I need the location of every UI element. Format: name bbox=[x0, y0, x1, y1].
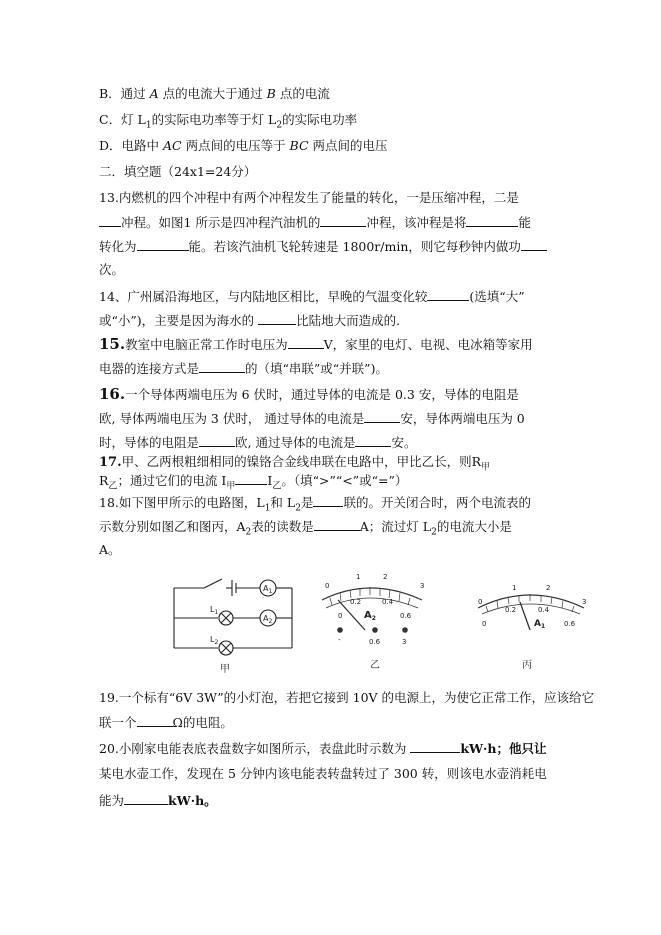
figure-label-jia: 甲 bbox=[220, 664, 230, 675]
question-20-line2: 某电水壶工作，发现在 5 分钟内该电能表转盘转过了 300 转，则该电水壶消耗电 bbox=[99, 766, 547, 781]
svg-text:0.2: 0.2 bbox=[505, 606, 517, 614]
question-15-line2: 电器的连接方式是 的（填“串联”或“并联”)。 bbox=[99, 361, 388, 376]
answer-blank[interactable] bbox=[288, 336, 324, 349]
svg-text:A1: $A_1$ bbox=[534, 619, 546, 630]
question-13-line4: 次。 bbox=[99, 262, 125, 277]
svg-text:A1: $A_1$ bbox=[263, 584, 273, 595]
question-20: 20.小刚家电能表底表盘数字如图所示，表盘此时示数为 kW·h；他只让 bbox=[99, 741, 547, 756]
answer-blank[interactable] bbox=[521, 238, 547, 251]
svg-text:3: 3 bbox=[420, 582, 425, 590]
option-d: D．电路中 AC 两点间的电压等于 BC 两点间的电压 bbox=[99, 138, 388, 153]
section-title: 二．填空题（24x1=24分） bbox=[99, 164, 257, 179]
question-20-line3: 能为 kW·h。 bbox=[99, 793, 217, 808]
svg-text:A2: $A_2$ bbox=[364, 610, 376, 622]
answer-blank[interactable] bbox=[427, 288, 469, 301]
question-16: 16.一个导体两端电压为 6 伏时，通过导体的电流是 0.3 安，导体的电阻是 bbox=[99, 385, 519, 403]
question-16-line2: 欧, 导体两端电压为 3 伏时， 通过导体的电流是 安，导体两端电压为 0 bbox=[99, 411, 525, 426]
question-19: 19.一个标有“6V 3W”的小灯泡，若把它接到 10V 的电源上，为使它正常工作，应该给它 bbox=[99, 690, 595, 705]
needle bbox=[520, 602, 530, 630]
svg-text:1: 1 bbox=[512, 584, 517, 592]
svg-text:0: 0 bbox=[338, 612, 343, 620]
question-14: 14、广州属沿海地区，与内陆地区相比，早晚的气温变化较 (选填“大” bbox=[99, 289, 525, 304]
answer-blank[interactable] bbox=[137, 238, 189, 251]
svg-text:2: 2 bbox=[546, 584, 551, 592]
circuit-diagram bbox=[174, 579, 292, 655]
svg-text:3: 3 bbox=[582, 598, 587, 606]
question-16-line3: 时，导体的电阻是 欧, 通过导体的电流是 安。 bbox=[99, 435, 417, 450]
question-13-line3: 转化为 能。若该汽油机飞轮转速是 1800r/min，则它每秒钟内做功 bbox=[99, 238, 547, 255]
svg-text:L1: $L_1$ bbox=[210, 605, 219, 616]
answer-blank[interactable] bbox=[364, 410, 400, 423]
figure-label-bing: 丙 bbox=[522, 660, 532, 671]
svg-text:1: 1 bbox=[356, 573, 361, 581]
question-13: 13.内燃机的四个冲程中有两个冲程发生了能量的转化，一是压缩冲程，二是 bbox=[99, 190, 519, 205]
terminal bbox=[403, 628, 408, 633]
answer-blank[interactable] bbox=[99, 214, 121, 227]
answer-blank[interactable] bbox=[124, 792, 168, 805]
question-14-line2: 或“小”)，主要是因为海水的 比陆地大而造成的. bbox=[99, 313, 401, 328]
svg-text:0: 0 bbox=[482, 620, 487, 628]
answer-blank[interactable] bbox=[314, 518, 360, 531]
figure-label-yi: 乙 bbox=[370, 660, 380, 671]
answer-blank[interactable] bbox=[355, 434, 391, 447]
answer-blank[interactable] bbox=[258, 312, 296, 325]
question-17: 17.甲、乙两根粗细相同的镍铬合金线串联在电路中，甲比乙长，则$R_甲$ bbox=[99, 454, 491, 473]
question-13-line2: 冲程。如图1 所示是四冲程汽油机的 冲程，该冲程是将 能 bbox=[99, 214, 531, 231]
svg-text:0.6: 0.6 bbox=[369, 638, 381, 646]
svg-text:0.4: 0.4 bbox=[382, 598, 394, 606]
svg-text:0.6: 0.6 bbox=[400, 612, 412, 620]
svg-text:2: 2 bbox=[383, 573, 388, 581]
answer-blank[interactable] bbox=[313, 494, 343, 507]
answer-blank[interactable] bbox=[199, 434, 235, 447]
question-18-line3: A。 bbox=[99, 542, 121, 557]
question-19-line2: 联一个 Ω的电阻。 bbox=[99, 715, 233, 730]
question-18: 18.如下图甲所示的电路图，$L_1$和 $L_2$是 联的。开关闭合时，两个电流表的 bbox=[99, 495, 531, 514]
svg-text:0.2: 0.2 bbox=[350, 598, 362, 606]
svg-text:0: 0 bbox=[325, 582, 330, 590]
option-c: C．灯 $L_1$的实际电功率等于灯 $L_2$的实际电功率 bbox=[99, 112, 358, 131]
answer-blank[interactable] bbox=[199, 360, 245, 373]
switch-lever bbox=[204, 579, 222, 588]
question-18-line2: 示数分别如图乙和图丙，$A_2$表的读数是 A；流过灯 $L_2$的电流大小是 bbox=[99, 519, 512, 538]
option-b: B．通过 A 点的电流大于通过 B 点的电流 bbox=[99, 86, 330, 101]
terminal bbox=[338, 628, 343, 633]
ammeter-yi bbox=[322, 587, 422, 632]
svg-text:3: 3 bbox=[402, 638, 407, 646]
svg-text:-: - bbox=[338, 636, 341, 644]
figure-circuit-and-meters bbox=[160, 568, 610, 676]
svg-text:L2: $L_2$ bbox=[210, 635, 219, 646]
terminal bbox=[373, 628, 378, 633]
answer-blank[interactable] bbox=[137, 714, 173, 727]
svg-text:0.4: 0.4 bbox=[538, 606, 550, 614]
svg-text:0: 0 bbox=[478, 598, 483, 606]
question-17-line2: $R_乙$；通过它们的电流 $I_甲$ $I_乙$。（填“>”“<”或“=”） bbox=[99, 473, 408, 492]
answer-blank[interactable] bbox=[235, 472, 259, 485]
svg-text:0.6: 0.6 bbox=[564, 620, 576, 628]
answer-blank[interactable] bbox=[320, 214, 366, 227]
question-15: 15.教室中电脑正常工作时电压为 V，家里的电灯、电视、电冰箱等家用 bbox=[99, 335, 533, 353]
svg-text:A2: $A_2$ bbox=[263, 614, 273, 625]
answer-blank[interactable] bbox=[410, 740, 460, 753]
answer-blank[interactable] bbox=[466, 214, 518, 227]
